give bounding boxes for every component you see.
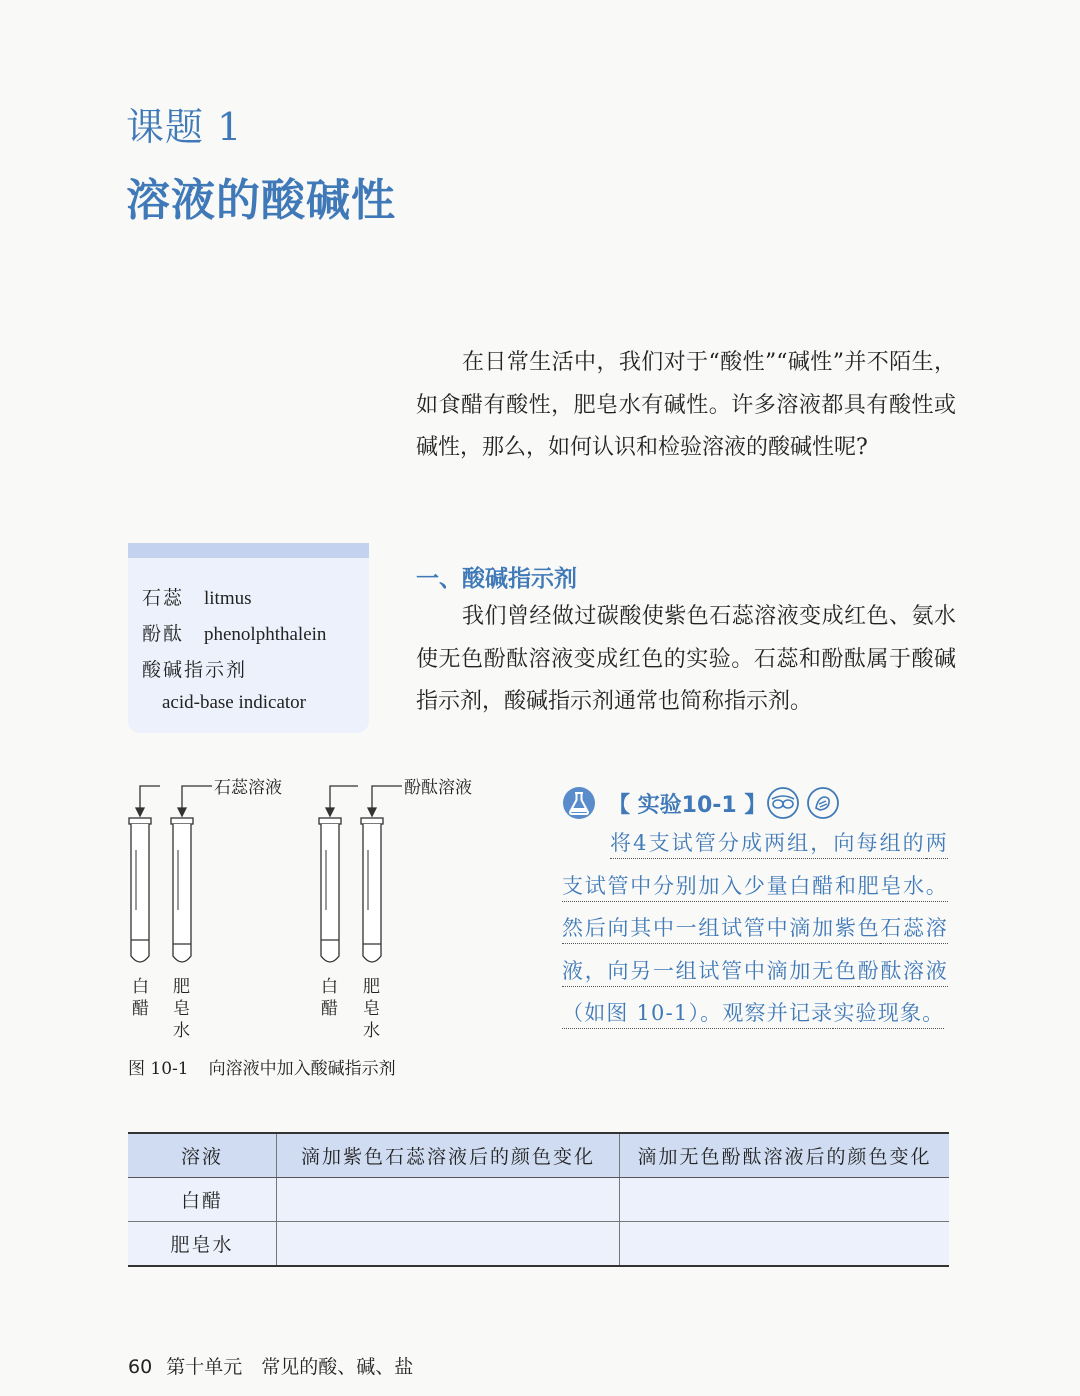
vocab-item: [142, 583, 252, 610]
vocab-en: acid-base indicator: [162, 692, 307, 713]
vocab-en: litmus: [204, 588, 252, 609]
test-tube: [361, 818, 383, 962]
dropper-arrow: [136, 786, 160, 816]
page-number: 60: [128, 1356, 153, 1378]
test-tube: [171, 818, 193, 962]
hand-wash-icon: [806, 786, 840, 820]
tube-label: 水: [173, 1021, 190, 1041]
vocab-item: [142, 655, 247, 682]
dropper-arrow: [368, 786, 402, 816]
table-header-cell: 溶液: [128, 1133, 277, 1178]
test-tube-figure: [120, 770, 500, 1050]
unit-title: 第十单元 常见的酸、碱、盐: [166, 1356, 414, 1378]
tube-label: 肥: [363, 977, 380, 997]
experiment-line: 将4支试管分成两组，向每组的: [610, 831, 926, 859]
tube-label: 皂: [363, 999, 380, 1019]
tube-label: 醋: [132, 999, 149, 1019]
results-table: [128, 1132, 949, 1267]
page-footer: [128, 1352, 413, 1379]
figure-label-phenolphthalein: 酚酞溶液: [404, 778, 472, 798]
section-heading: 一、酸碱指示剂: [416, 566, 577, 592]
dropper-arrow: [178, 786, 212, 816]
table-row: [128, 1222, 949, 1267]
flask-icon: [562, 786, 596, 820]
vocab-zh: 酸碱指示剂: [142, 659, 248, 681]
tube-label: 肥: [173, 977, 190, 997]
vocab-zh: 石蕊: [142, 587, 185, 609]
vocab-item: [142, 619, 326, 646]
experiment-line: 水。然后向其中一组试管中滴加紫色: [562, 874, 948, 945]
test-tube: [129, 818, 151, 962]
tube-label: 白: [321, 977, 338, 997]
table-cell[interactable]: [620, 1178, 950, 1222]
experiment-line: 酚酞溶液（如图 10-1）。观察并记录: [562, 959, 948, 1030]
experiment-title: 【 实验10-1 】: [608, 793, 767, 818]
vocab-en: phenolphthalein: [204, 624, 327, 645]
dropper-arrow: [326, 786, 358, 816]
lesson-number: 课题 1: [126, 105, 243, 149]
tube-label: 水: [363, 1021, 380, 1041]
intro-paragraph: 在日常生活中，我们对于“酸性”“碱性”并不陌生，如食醋有酸性，肥皂水有碱性。许多溶液都具有酸性或碱性，那么，如何认识和检验溶液的酸碱性呢?: [416, 350, 956, 460]
experiment-line: 两支试管中分别加入少量白醋和肥皂: [562, 831, 948, 902]
vocabulary-box-header-bar: [128, 543, 369, 558]
table-cell[interactable]: [277, 1222, 620, 1267]
tube-label: 白: [132, 977, 149, 997]
table-header-row: [128, 1133, 949, 1178]
goggles-icon: [766, 786, 800, 820]
table-header-cell: 滴加紫色石蕊溶液后的颜色变化: [277, 1133, 620, 1178]
test-tube: [319, 818, 341, 962]
experiment-line: 实验现象。: [833, 1001, 944, 1029]
figure-label-litmus: 石蕊溶液: [214, 778, 282, 798]
lesson-title: 溶液的酸碱性: [126, 175, 396, 226]
tube-label: 皂: [173, 999, 190, 1019]
section-paragraph: 我们曾经做过碳酸使紫色石蕊溶液变成红色、氨水使无色酚酞溶液变成红色的实验。石蕊和酚酞属于酸碱指示剂，酸碱指示剂通常也简称指示剂。: [416, 604, 956, 714]
experiment-instructions: [562, 822, 948, 1035]
vocab-zh: 酚酞: [142, 623, 185, 645]
vocab-item: [162, 692, 306, 714]
table-row: [128, 1178, 949, 1222]
experiment-line: 石蕊溶液，向另一组试管中滴加无色: [562, 916, 948, 987]
tube-label: 醋: [321, 999, 338, 1019]
figure-caption-text: 向溶液中加入酸碱指示剂: [208, 1059, 396, 1079]
table-cell: 白醋: [128, 1178, 277, 1222]
table-header-cell: 滴加无色酚酞溶液后的颜色变化: [620, 1133, 950, 1178]
vocabulary-box: [128, 543, 369, 733]
table-cell: 肥皂水: [128, 1222, 277, 1267]
table-cell[interactable]: [277, 1178, 620, 1222]
table-cell[interactable]: [620, 1222, 950, 1267]
figure-caption-number: 图 10-1: [128, 1059, 189, 1079]
figure-caption: [128, 1054, 396, 1079]
